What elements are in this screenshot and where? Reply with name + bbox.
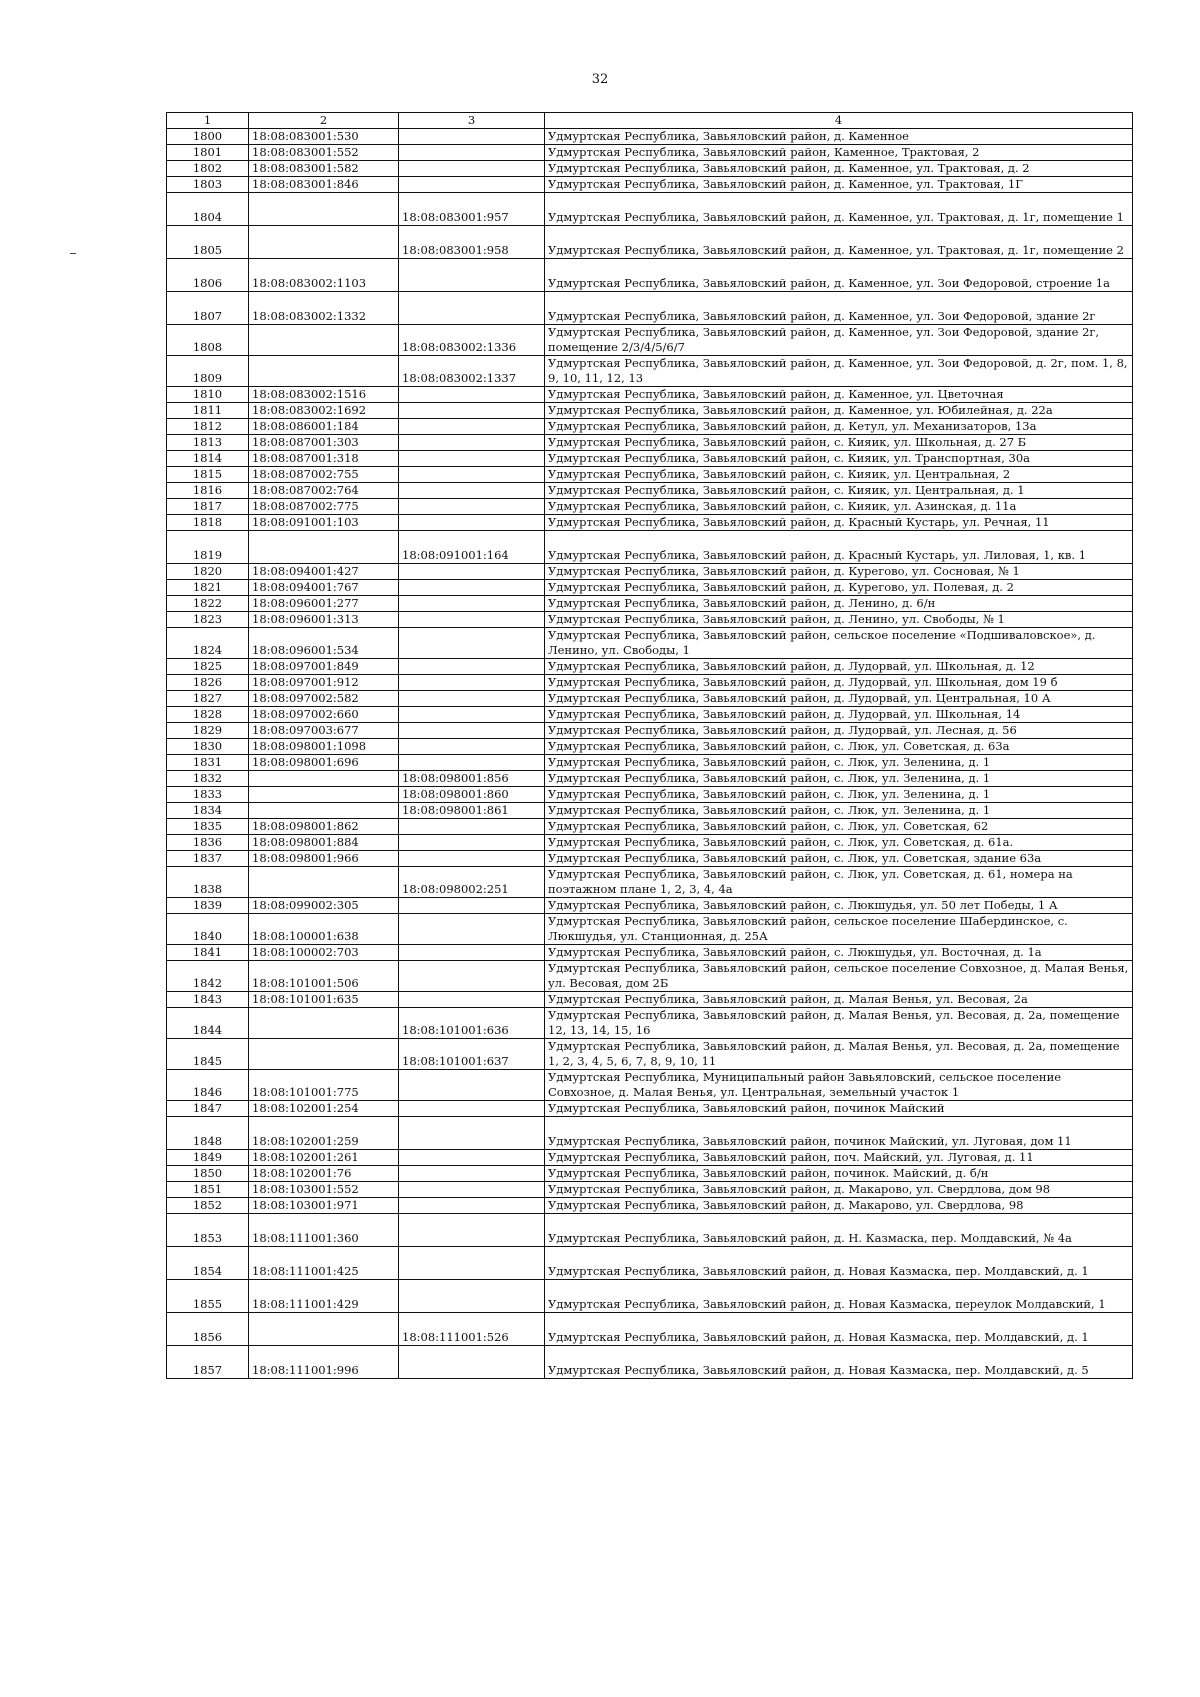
row-number-cell: 1831	[167, 755, 249, 771]
scan-mark	[70, 253, 76, 254]
address-cell: Удмуртская Республика, Завьяловский район, д. Лудорвай, ул. Школьная, д. 12	[545, 659, 1133, 675]
related-cadastral-number-cell	[399, 628, 545, 659]
address-cell: Удмуртская Республика, Завьяловский район, с. Люк, ул. Советская, 62	[545, 819, 1133, 835]
address-cell: Удмуртская Республика, Завьяловский район, д. Ленино, ул. Свободы, № 1	[545, 612, 1133, 628]
table-row	[167, 177, 1133, 193]
cadastral-number-cell: 18:08:096001:534	[249, 628, 399, 659]
related-cadastral-number-cell	[399, 515, 545, 531]
cadastral-number-cell: 18:08:083001:582	[249, 161, 399, 177]
table-row	[167, 739, 1133, 755]
cadastral-number-cell: 18:08:094001:767	[249, 580, 399, 596]
cadastral-number-cell: 18:08:094001:427	[249, 564, 399, 580]
row-number-cell: 1821	[167, 580, 249, 596]
cadastral-number-cell: 18:08:091001:103	[249, 515, 399, 531]
row-number-cell: 1813	[167, 435, 249, 451]
cadastral-number-cell	[249, 787, 399, 803]
table-row	[167, 787, 1133, 803]
address-cell: Удмуртская Республика, Завьяловский район, починок. Майский, д. б/н	[545, 1166, 1133, 1182]
cadastral-number-cell	[249, 1039, 399, 1070]
cadastral-number-cell: 18:08:083002:1692	[249, 403, 399, 419]
address-cell: Удмуртская Республика, Завьяловский район, д. Курегово, ул. Сосновая, № 1	[545, 564, 1133, 580]
table-row	[167, 419, 1133, 435]
cadastral-number-cell: 18:08:083002:1103	[249, 259, 399, 292]
row-number-cell: 1811	[167, 403, 249, 419]
row-number-cell: 1815	[167, 467, 249, 483]
row-number-cell: 1836	[167, 835, 249, 851]
address-cell: Удмуртская Республика, Муниципальный район Завьяловский, сельское поселение Совхозное, д. Малая Венья, ул. Центральная, земельный участок 1	[545, 1070, 1133, 1101]
related-cadastral-number-cell	[399, 467, 545, 483]
cadastral-number-cell: 18:08:087002:764	[249, 483, 399, 499]
address-cell: Удмуртская Республика, Завьяловский район, сельское поселение Совхозное, д. Малая Венья, ул. Весовая, дом 2Б	[545, 961, 1133, 992]
property-register-table	[166, 112, 1133, 1379]
cadastral-number-cell: 18:08:083001:552	[249, 145, 399, 161]
row-number-cell: 1827	[167, 691, 249, 707]
table-row	[167, 596, 1133, 612]
cadastral-number-cell: 18:08:103001:552	[249, 1182, 399, 1198]
address-cell: Удмуртская Республика, Завьяловский район, поч. Майский, ул. Луговая, д. 11	[545, 1150, 1133, 1166]
table-row	[167, 1117, 1133, 1150]
table-row	[167, 675, 1133, 691]
row-number-cell: 1826	[167, 675, 249, 691]
row-number-cell: 1828	[167, 707, 249, 723]
row-number-cell: 1829	[167, 723, 249, 739]
cadastral-number-cell: 18:08:083002:1516	[249, 387, 399, 403]
cadastral-number-cell	[249, 356, 399, 387]
row-number-cell: 1809	[167, 356, 249, 387]
table-body	[167, 129, 1133, 1379]
row-number-cell: 1834	[167, 803, 249, 819]
cadastral-number-cell	[249, 226, 399, 259]
address-cell: Удмуртская Республика, Завьяловский район, с. Люк, ул. Зеленина, д. 1	[545, 803, 1133, 819]
related-cadastral-number-cell	[399, 292, 545, 325]
address-cell: Удмуртская Республика, Завьяловский район, с. Кияик, ул. Школьная, д. 27 Б	[545, 435, 1133, 451]
table-row	[167, 129, 1133, 145]
cadastral-number-cell: 18:08:098001:696	[249, 755, 399, 771]
table-row	[167, 1214, 1133, 1247]
address-cell: Удмуртская Республика, Завьяловский район, с. Кияик, ул. Центральная, д. 1	[545, 483, 1133, 499]
cadastral-number-cell: 18:08:086001:184	[249, 419, 399, 435]
row-number-cell: 1807	[167, 292, 249, 325]
related-cadastral-number-cell	[399, 580, 545, 596]
row-number-cell: 1841	[167, 945, 249, 961]
column-header-1: 1	[167, 113, 249, 129]
table-row	[167, 356, 1133, 387]
table-row	[167, 325, 1133, 356]
related-cadastral-number-cell	[399, 612, 545, 628]
table-row	[167, 1198, 1133, 1214]
address-cell: Удмуртская Республика, Завьяловский район, д. Каменное, ул. Трактовая, д. 1г, помещение 1	[545, 193, 1133, 226]
address-cell: Удмуртская Республика, Завьяловский район, д. Каменное, ул. Трактовая, 1Г	[545, 177, 1133, 193]
related-cadastral-number-cell	[399, 755, 545, 771]
cadastral-number-cell: 18:08:083002:1332	[249, 292, 399, 325]
row-number-cell: 1820	[167, 564, 249, 580]
table-row	[167, 1182, 1133, 1198]
address-cell: Удмуртская Республика, Завьяловский район, д. Лудорвай, ул. Школьная, дом 19 б	[545, 675, 1133, 691]
address-cell: Удмуртская Республика, Завьяловский район, д. Новая Казмаска, пер. Молдавский, д. 1	[545, 1247, 1133, 1280]
table-row	[167, 1247, 1133, 1280]
row-number-cell: 1816	[167, 483, 249, 499]
cadastral-number-cell: 18:08:083001:846	[249, 177, 399, 193]
table-row	[167, 259, 1133, 292]
cadastral-number-cell	[249, 193, 399, 226]
cadastral-number-cell: 18:08:087001:318	[249, 451, 399, 467]
row-number-cell: 1806	[167, 259, 249, 292]
row-number-cell: 1802	[167, 161, 249, 177]
address-cell: Удмуртская Республика, Завьяловский район, д. Каменное, ул. Юбилейная, д. 22а	[545, 403, 1133, 419]
table-row	[167, 451, 1133, 467]
address-cell: Удмуртская Республика, Завьяловский район, д. Каменное, ул. Зои Федоровой, здание 2г, помещение 2/3/4/5/6/7	[545, 325, 1133, 356]
related-cadastral-number-cell	[399, 177, 545, 193]
cadastral-number-cell: 18:08:099002:305	[249, 898, 399, 914]
cadastral-number-cell: 18:08:103001:971	[249, 1198, 399, 1214]
related-cadastral-number-cell	[399, 819, 545, 835]
row-number-cell: 1850	[167, 1166, 249, 1182]
related-cadastral-number-cell	[399, 992, 545, 1008]
table-row	[167, 145, 1133, 161]
address-cell: Удмуртская Республика, Завьяловский район, д. Малая Венья, ул. Весовая, д. 2а, помещение 1, 2, 3, 4, 5, 6, 7, 8, 9, 10, 11	[545, 1039, 1133, 1070]
row-number-cell: 1814	[167, 451, 249, 467]
table-row	[167, 1313, 1133, 1346]
table-row	[167, 914, 1133, 945]
related-cadastral-number-cell	[399, 723, 545, 739]
page-number: 32	[591, 72, 609, 87]
cadastral-number-cell: 18:08:111001:429	[249, 1280, 399, 1313]
related-cadastral-number-cell	[399, 564, 545, 580]
cadastral-number-cell: 18:08:111001:360	[249, 1214, 399, 1247]
row-number-cell: 1825	[167, 659, 249, 675]
cadastral-number-cell: 18:08:097002:660	[249, 707, 399, 723]
column-header-4: 4	[545, 113, 1133, 129]
cadastral-number-cell: 18:08:087002:775	[249, 499, 399, 515]
row-number-cell: 1819	[167, 531, 249, 564]
cadastral-number-cell: 18:08:096001:277	[249, 596, 399, 612]
row-number-cell: 1822	[167, 596, 249, 612]
address-cell: Удмуртская Республика, Завьяловский район, д. Красный Кустарь, ул. Речная, 11	[545, 515, 1133, 531]
table-row	[167, 1150, 1133, 1166]
row-number-cell: 1808	[167, 325, 249, 356]
address-cell: Удмуртская Республика, Завьяловский район, д. Новая Казмаска, пер. Молдавский, д. 1	[545, 1313, 1133, 1346]
row-number-cell: 1840	[167, 914, 249, 945]
row-number-cell: 1843	[167, 992, 249, 1008]
column-header-3: 3	[399, 113, 545, 129]
cadastral-number-cell: 18:08:101001:506	[249, 961, 399, 992]
row-number-cell: 1851	[167, 1182, 249, 1198]
related-cadastral-number-cell	[399, 596, 545, 612]
address-cell: Удмуртская Республика, Завьяловский район, д. Лудорвай, ул. Лесная, д. 56	[545, 723, 1133, 739]
related-cadastral-number-cell	[399, 403, 545, 419]
related-cadastral-number-cell: 18:08:098001:860	[399, 787, 545, 803]
row-number-cell: 1857	[167, 1346, 249, 1379]
row-number-cell: 1800	[167, 129, 249, 145]
table-row	[167, 1070, 1133, 1101]
address-cell: Удмуртская Республика, Завьяловский район, д. Каменное, ул. Трактовая, д. 2	[545, 161, 1133, 177]
address-cell: Удмуртская Республика, Завьяловский район, д. Новая Казмаска, пер. Молдавский, д. 5	[545, 1346, 1133, 1379]
address-cell: Удмуртская Республика, Завьяловский район, с. Люк, ул. Зеленина, д. 1	[545, 755, 1133, 771]
related-cadastral-number-cell	[399, 659, 545, 675]
address-cell: Удмуртская Республика, Завьяловский район, с. Люк, ул. Зеленина, д. 1	[545, 787, 1133, 803]
table-row	[167, 992, 1133, 1008]
related-cadastral-number-cell	[399, 707, 545, 723]
cadastral-number-cell: 18:08:083001:530	[249, 129, 399, 145]
table-row	[167, 1101, 1133, 1117]
row-number-cell: 1832	[167, 771, 249, 787]
row-number-cell: 1853	[167, 1214, 249, 1247]
address-cell: Удмуртская Республика, Завьяловский район, с. Кияик, ул. Азинская, д. 11а	[545, 499, 1133, 515]
cadastral-number-cell: 18:08:100002:703	[249, 945, 399, 961]
cadastral-number-cell: 18:08:111001:425	[249, 1247, 399, 1280]
row-number-cell: 1818	[167, 515, 249, 531]
related-cadastral-number-cell	[399, 483, 545, 499]
row-number-cell: 1803	[167, 177, 249, 193]
address-cell: Удмуртская Республика, Завьяловский район, починок Майский	[545, 1101, 1133, 1117]
table-row	[167, 835, 1133, 851]
address-cell: Удмуртская Республика, Завьяловский район, д. Красный Кустарь, ул. Лиловая, 1, кв. 1	[545, 531, 1133, 564]
row-number-cell: 1846	[167, 1070, 249, 1101]
related-cadastral-number-cell	[399, 961, 545, 992]
table-row	[167, 387, 1133, 403]
related-cadastral-number-cell: 18:08:101001:637	[399, 1039, 545, 1070]
related-cadastral-number-cell	[399, 675, 545, 691]
row-number-cell: 1839	[167, 898, 249, 914]
related-cadastral-number-cell	[399, 1150, 545, 1166]
table-row	[167, 1039, 1133, 1070]
related-cadastral-number-cell	[399, 419, 545, 435]
address-cell: Удмуртская Республика, Завьяловский район, д. Лудорвай, ул. Школьная, 14	[545, 707, 1133, 723]
cadastral-number-cell: 18:08:097001:912	[249, 675, 399, 691]
row-number-cell: 1844	[167, 1008, 249, 1039]
address-cell: Удмуртская Республика, Завьяловский район, д. Кетул, ул. Механизаторов, 13а	[545, 419, 1133, 435]
address-cell: Удмуртская Республика, Завьяловский район, д. Малая Венья, ул. Весовая, д. 2а, помещение 12, 13, 14, 15, 16	[545, 1008, 1133, 1039]
table-row	[167, 1346, 1133, 1379]
row-number-cell: 1849	[167, 1150, 249, 1166]
cadastral-number-cell: 18:08:087002:755	[249, 467, 399, 483]
row-number-cell: 1838	[167, 867, 249, 898]
related-cadastral-number-cell	[399, 259, 545, 292]
row-number-cell: 1810	[167, 387, 249, 403]
cadastral-number-cell: 18:08:098001:862	[249, 819, 399, 835]
related-cadastral-number-cell	[399, 1198, 545, 1214]
related-cadastral-number-cell	[399, 129, 545, 145]
related-cadastral-number-cell	[399, 387, 545, 403]
related-cadastral-number-cell	[399, 851, 545, 867]
address-cell: Удмуртская Республика, Завьяловский район, д. Новая Казмаска, переулок Молдавский, 1	[545, 1280, 1133, 1313]
cadastral-number-cell	[249, 531, 399, 564]
address-cell: Удмуртская Республика, Завьяловский район, д. Каменное, ул. Цветочная	[545, 387, 1133, 403]
address-cell: Удмуртская Республика, Завьяловский район, с. Кияик, ул. Транспортная, 30а	[545, 451, 1133, 467]
address-cell: Удмуртская Республика, Завьяловский район, д. Ленино, д. 6/н	[545, 596, 1133, 612]
cadastral-number-cell	[249, 867, 399, 898]
cadastral-number-cell	[249, 1008, 399, 1039]
row-number-cell: 1835	[167, 819, 249, 835]
row-number-cell: 1837	[167, 851, 249, 867]
table-row	[167, 771, 1133, 787]
cadastral-number-cell: 18:08:097002:582	[249, 691, 399, 707]
row-number-cell: 1833	[167, 787, 249, 803]
related-cadastral-number-cell	[399, 1280, 545, 1313]
table-row	[167, 755, 1133, 771]
related-cadastral-number-cell: 18:08:098002:251	[399, 867, 545, 898]
cadastral-number-cell	[249, 1313, 399, 1346]
table-row	[167, 1166, 1133, 1182]
address-cell: Удмуртская Республика, Завьяловский район, с. Люкшудья, ул. 50 лет Победы, 1 А	[545, 898, 1133, 914]
related-cadastral-number-cell	[399, 1070, 545, 1101]
address-cell: Удмуртская Республика, Завьяловский район, с. Люк, ул. Зеленина, д. 1	[545, 771, 1133, 787]
column-header-2: 2	[249, 113, 399, 129]
related-cadastral-number-cell	[399, 945, 545, 961]
related-cadastral-number-cell	[399, 1117, 545, 1150]
table-row	[167, 580, 1133, 596]
table-row	[167, 961, 1133, 992]
table-row	[167, 193, 1133, 226]
cadastral-number-cell: 18:08:100001:638	[249, 914, 399, 945]
address-cell: Удмуртская Республика, Завьяловский район, Каменное, Трактовая, 2	[545, 145, 1133, 161]
related-cadastral-number-cell	[399, 499, 545, 515]
table-row	[167, 819, 1133, 835]
row-number-cell: 1848	[167, 1117, 249, 1150]
row-number-cell: 1824	[167, 628, 249, 659]
related-cadastral-number-cell	[399, 1214, 545, 1247]
address-cell: Удмуртская Республика, Завьяловский район, с. Люкшудья, ул. Восточная, д. 1а	[545, 945, 1133, 961]
table-row	[167, 515, 1133, 531]
related-cadastral-number-cell	[399, 1166, 545, 1182]
row-number-cell: 1804	[167, 193, 249, 226]
related-cadastral-number-cell: 18:08:083002:1337	[399, 356, 545, 387]
cadastral-number-cell: 18:08:097001:849	[249, 659, 399, 675]
related-cadastral-number-cell: 18:08:083001:958	[399, 226, 545, 259]
address-cell: Удмуртская Республика, Завьяловский район, с. Люк, ул. Советская, здание 63а	[545, 851, 1133, 867]
related-cadastral-number-cell: 18:08:098001:856	[399, 771, 545, 787]
related-cadastral-number-cell	[399, 835, 545, 851]
related-cadastral-number-cell: 18:08:091001:164	[399, 531, 545, 564]
table-row	[167, 531, 1133, 564]
row-number-cell: 1852	[167, 1198, 249, 1214]
table-row	[167, 1280, 1133, 1313]
table-row	[167, 851, 1133, 867]
table-row	[167, 499, 1133, 515]
address-cell: Удмуртская Республика, Завьяловский район, починок Майский, ул. Луговая, дом 11	[545, 1117, 1133, 1150]
related-cadastral-number-cell	[399, 1182, 545, 1198]
cadastral-number-cell: 18:08:102001:76	[249, 1166, 399, 1182]
cadastral-number-cell: 18:08:102001:254	[249, 1101, 399, 1117]
row-number-cell: 1856	[167, 1313, 249, 1346]
row-number-cell: 1842	[167, 961, 249, 992]
related-cadastral-number-cell	[399, 161, 545, 177]
row-number-cell: 1817	[167, 499, 249, 515]
cadastral-number-cell: 18:08:101001:635	[249, 992, 399, 1008]
row-number-cell: 1855	[167, 1280, 249, 1313]
table-row	[167, 403, 1133, 419]
related-cadastral-number-cell: 18:08:083002:1336	[399, 325, 545, 356]
cadastral-number-cell: 18:08:111001:996	[249, 1346, 399, 1379]
address-cell: Удмуртская Республика, Завьяловский район, д. Курегово, ул. Полевая, д. 2	[545, 580, 1133, 596]
address-cell: Удмуртская Республика, Завьяловский район, с. Люк, ул. Советская, д. 61а.	[545, 835, 1133, 851]
table-row	[167, 723, 1133, 739]
address-cell: Удмуртская Республика, Завьяловский район, д. Каменное	[545, 129, 1133, 145]
table-row	[167, 161, 1133, 177]
row-number-cell: 1845	[167, 1039, 249, 1070]
address-cell: Удмуртская Республика, Завьяловский район, сельское поселение Шабердинское, с. Люкшудья, ул. Станционная, д. 25А	[545, 914, 1133, 945]
row-number-cell: 1854	[167, 1247, 249, 1280]
table-row	[167, 659, 1133, 675]
address-cell: Удмуртская Республика, Завьяловский район, с. Кияик, ул. Центральная, 2	[545, 467, 1133, 483]
table-row	[167, 612, 1133, 628]
cadastral-number-cell: 18:08:098001:1098	[249, 739, 399, 755]
cadastral-number-cell: 18:08:098001:884	[249, 835, 399, 851]
address-cell: Удмуртская Республика, Завьяловский район, д. Макарово, ул. Свердлова, дом 98	[545, 1182, 1133, 1198]
address-cell: Удмуртская Республика, Завьяловский район, д. Каменное, ул. Трактовая, д. 1г, помещение 2	[545, 226, 1133, 259]
related-cadastral-number-cell	[399, 435, 545, 451]
table-header-row	[167, 113, 1133, 129]
cadastral-number-cell	[249, 803, 399, 819]
table-row	[167, 803, 1133, 819]
row-number-cell: 1801	[167, 145, 249, 161]
cadastral-number-cell	[249, 325, 399, 356]
address-cell: Удмуртская Республика, Завьяловский район, д. Каменное, ул. Зои Федоровой, строение 1а	[545, 259, 1133, 292]
related-cadastral-number-cell	[399, 691, 545, 707]
cadastral-number-cell: 18:08:101001:775	[249, 1070, 399, 1101]
related-cadastral-number-cell	[399, 898, 545, 914]
table-row	[167, 898, 1133, 914]
related-cadastral-number-cell	[399, 1247, 545, 1280]
cadastral-number-cell: 18:08:102001:261	[249, 1150, 399, 1166]
table-row	[167, 691, 1133, 707]
row-number-cell: 1823	[167, 612, 249, 628]
table-row	[167, 226, 1133, 259]
row-number-cell: 1812	[167, 419, 249, 435]
related-cadastral-number-cell	[399, 914, 545, 945]
address-cell: Удмуртская Республика, Завьяловский район, д. Макарово, ул. Свердлова, 98	[545, 1198, 1133, 1214]
table-row	[167, 945, 1133, 961]
related-cadastral-number-cell	[399, 1101, 545, 1117]
table-row	[167, 867, 1133, 898]
cadastral-number-cell	[249, 771, 399, 787]
row-number-cell: 1847	[167, 1101, 249, 1117]
related-cadastral-number-cell: 18:08:101001:636	[399, 1008, 545, 1039]
address-cell: Удмуртская Республика, Завьяловский район, д. Лудорвай, ул. Центральная, 10 А	[545, 691, 1133, 707]
table-row	[167, 1008, 1133, 1039]
table-row	[167, 435, 1133, 451]
address-cell: Удмуртская Республика, Завьяловский район, д. Каменное, ул. Зои Федоровой, д. 2г, пом. 1, 8, 9, 10, 11, 12, 13	[545, 356, 1133, 387]
table-row	[167, 628, 1133, 659]
address-cell: Удмуртская Республика, Завьяловский район, с. Люк, ул. Советская, д. 61, номера на поэтажном плане 1, 2, 3, 4, 4а	[545, 867, 1133, 898]
cadastral-number-cell: 18:08:102001:259	[249, 1117, 399, 1150]
related-cadastral-number-cell: 18:08:111001:526	[399, 1313, 545, 1346]
table-row	[167, 707, 1133, 723]
related-cadastral-number-cell	[399, 145, 545, 161]
row-number-cell: 1805	[167, 226, 249, 259]
table-row	[167, 483, 1133, 499]
table-row	[167, 564, 1133, 580]
cadastral-number-cell: 18:08:097003:677	[249, 723, 399, 739]
address-cell: Удмуртская Республика, Завьяловский район, с. Люк, ул. Советская, д. 63а	[545, 739, 1133, 755]
table-row	[167, 467, 1133, 483]
cadastral-number-cell: 18:08:087001:303	[249, 435, 399, 451]
related-cadastral-number-cell	[399, 739, 545, 755]
related-cadastral-number-cell: 18:08:083001:957	[399, 193, 545, 226]
related-cadastral-number-cell	[399, 1346, 545, 1379]
cadastral-number-cell: 18:08:098001:966	[249, 851, 399, 867]
related-cadastral-number-cell	[399, 451, 545, 467]
related-cadastral-number-cell: 18:08:098001:861	[399, 803, 545, 819]
cadastral-number-cell: 18:08:096001:313	[249, 612, 399, 628]
address-cell: Удмуртская Республика, Завьяловский район, д. Н. Казмаска, пер. Молдавский, № 4а	[545, 1214, 1133, 1247]
address-cell: Удмуртская Республика, Завьяловский район, д. Каменное, ул. Зои Федоровой, здание 2г	[545, 292, 1133, 325]
row-number-cell: 1830	[167, 739, 249, 755]
address-cell: Удмуртская Республика, Завьяловский район, д. Малая Венья, ул. Весовая, 2а	[545, 992, 1133, 1008]
table-row	[167, 292, 1133, 325]
address-cell: Удмуртская Республика, Завьяловский район, сельское поселение «Подшиваловское», д. Ленино, ул. Свободы, 1	[545, 628, 1133, 659]
